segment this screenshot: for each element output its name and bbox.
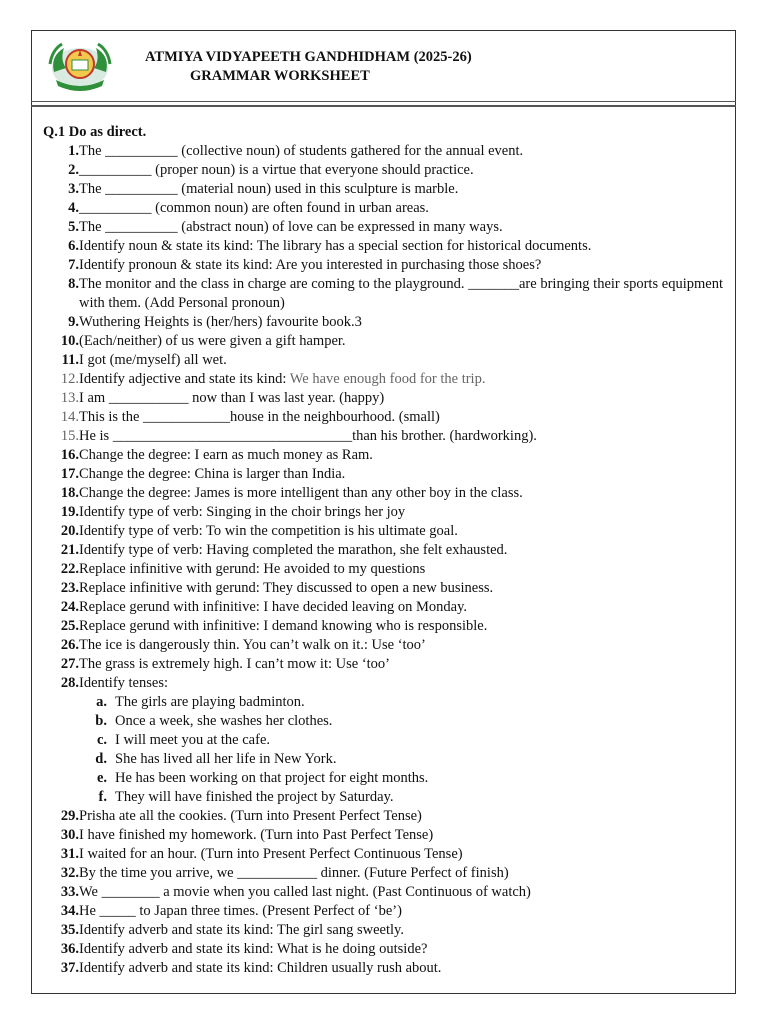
question-text-sentence: We have enough food for the trip.: [289, 371, 486, 387]
tense-subquestion-list: [43, 693, 723, 807]
question-text-main: Prisha ate all the cookies. (Turn into Present Perfect Tense): [79, 808, 422, 824]
question-number: 27.: [60, 656, 79, 672]
question-text-main: Replace infinitive with gerund: They discussed to open a new business.: [79, 580, 494, 596]
question-number: 13.: [60, 390, 79, 406]
worksheet-title: GRAMMAR WORKSHEET: [190, 68, 370, 84]
question-number: 2.: [68, 162, 79, 178]
question-item: [43, 161, 723, 180]
question-text-main: He has been working on that project for eight months.: [115, 770, 429, 786]
question-number: 15.: [60, 428, 79, 444]
question-text: [79, 313, 723, 332]
sub-question-item: [43, 788, 723, 807]
question-number: d.: [95, 751, 107, 767]
question-text-main: I will meet you at the cafe.: [115, 732, 271, 748]
question-text-main: The __________ (collective noun) of students gathered for the annual event.: [79, 143, 524, 159]
sub-question-item: [43, 712, 723, 731]
question-number: 11.: [61, 352, 79, 368]
question-text-main: The __________ (abstract noun) of love can be expressed in many ways.: [79, 219, 503, 235]
question-text-main: Replace gerund with infinitive: I have decided leaving on Monday.: [79, 599, 468, 615]
question-text: [79, 218, 723, 237]
worksheet-header: [145, 48, 472, 86]
question-list-continued: [43, 807, 723, 978]
question-text-main: The grass is extremely high. I can’t mow it: Use ‘too’: [79, 656, 391, 672]
header-divider-thick: [31, 105, 736, 107]
question-text: [79, 883, 723, 902]
question-text: [79, 959, 723, 978]
question-text: [79, 503, 723, 522]
question-item: [43, 370, 723, 389]
question-text-main: The ice is dangerously thin. You can’t walk on it.: Use ‘too’: [79, 637, 426, 653]
question-item: [43, 636, 723, 655]
question-number: 4.: [68, 200, 79, 216]
question-number: e.: [96, 770, 107, 786]
question-text-main: Replace infinitive with gerund: He avoided to my questions: [79, 561, 426, 577]
question-item: [43, 674, 723, 693]
question-number: 29.: [60, 808, 79, 824]
question-text: [107, 731, 723, 750]
question-number: 17.: [60, 466, 79, 482]
question-text: [79, 522, 723, 541]
question-text: [79, 674, 723, 693]
question-text-main: He is _________________________________than his brother. (hardworking).: [79, 428, 537, 444]
question-text-main: Identify noun & state its kind: The library has a special section for historical documents.: [79, 238, 592, 254]
question-item: [43, 199, 723, 218]
question-text: [79, 199, 723, 218]
question-item: [43, 180, 723, 199]
question-text: [79, 579, 723, 598]
question-heading: Q.1 Do as direct.: [43, 124, 147, 140]
question-item: [43, 807, 723, 826]
question-text: [79, 921, 723, 940]
question-text-main: Replace gerund with infinitive: I demand knowing who is responsible.: [79, 618, 488, 634]
question-text-main: Once a week, she washes her clothes.: [115, 713, 333, 729]
question-text-main: This is the ____________house in the neighbourhood. (small): [79, 409, 440, 425]
question-number: 3.: [68, 181, 79, 197]
header-divider: [31, 101, 736, 102]
question-text: [107, 693, 723, 712]
question-list: [43, 142, 723, 693]
question-number: c.: [96, 732, 107, 748]
question-text: [79, 826, 723, 845]
question-item: [43, 921, 723, 940]
question-text: [79, 161, 723, 180]
question-item: [43, 959, 723, 978]
question-text: [79, 408, 723, 427]
question-text-main: (Each/neither) of us were given a gift hamper.: [79, 333, 346, 349]
question-number: 26.: [60, 637, 79, 653]
question-item: [43, 560, 723, 579]
question-text-main: I am ___________ now than I was last year. (happy): [79, 390, 385, 406]
question-text-main: We ________ a movie when you called last night. (Past Continuous of watch): [79, 884, 531, 900]
question-item: [43, 446, 723, 465]
question-text: [79, 389, 723, 408]
question-item: [43, 465, 723, 484]
question-item: [43, 256, 723, 275]
question-number: 6.: [68, 238, 79, 254]
question-item: [43, 541, 723, 560]
question-item: [43, 940, 723, 959]
question-text: [79, 902, 723, 921]
question-text: [79, 655, 723, 674]
question-item: [43, 332, 723, 351]
question-number: 37.: [60, 960, 79, 976]
question-number: 30.: [60, 827, 79, 843]
question-text-main: I have finished my homework. (Turn into Past Perfect Tense): [79, 827, 434, 843]
question-text-main: The monitor and the class in charge are coming to the playground. _______are bringing their sports equipment with them. (Add Personal pronoun): [79, 276, 723, 311]
question-number: 21.: [60, 542, 79, 558]
question-text-main: Identify adjective and state its kind:: [79, 371, 290, 387]
question-number: 18.: [60, 485, 79, 501]
question-number: 34.: [60, 903, 79, 919]
question-item: [43, 484, 723, 503]
question-text-main: Identify adverb and state its kind: Children usually rush about.: [79, 960, 442, 976]
sub-question-item: [43, 693, 723, 712]
question-item: [43, 883, 723, 902]
question-item: [43, 408, 723, 427]
question-item: [43, 503, 723, 522]
question-text: [79, 598, 723, 617]
question-text: [79, 275, 723, 313]
question-item: [43, 237, 723, 256]
question-number: 25.: [60, 618, 79, 634]
question-text: [107, 750, 723, 769]
question-text: [79, 560, 723, 579]
question-number: 36.: [60, 941, 79, 957]
question-text-main: By the time you arrive, we ___________ dinner. (Future Perfect of finish): [79, 865, 509, 881]
question-number: f.: [98, 789, 107, 805]
question-number: 1.: [68, 143, 79, 159]
school-emblem-icon: [42, 38, 118, 98]
question-text-main: Change the degree: China is larger than India.: [79, 466, 346, 482]
question-text-main: Change the degree: James is more intelligent than any other boy in the class.: [79, 485, 523, 501]
question-item: [43, 351, 723, 370]
question-number: 32.: [60, 865, 79, 881]
question-number: 9.: [68, 314, 79, 330]
question-number: 35.: [60, 922, 79, 938]
school-name: ATMIYA VIDYAPEETH GANDHIDHAM (2025-26): [145, 49, 472, 65]
question-text: [79, 446, 723, 465]
question-text: [79, 142, 723, 161]
question-text: [79, 180, 723, 199]
question-number: 20.: [60, 523, 79, 539]
sub-question-item: [43, 750, 723, 769]
question-item: [43, 142, 723, 161]
question-number: 8.: [68, 276, 79, 292]
question-number: 23.: [60, 580, 79, 596]
question-number: 28.: [60, 675, 79, 691]
sub-question-item: [43, 769, 723, 788]
question-item: [43, 655, 723, 674]
question-text-main: Identify pronoun & state its kind: Are you interested in purchasing those shoes?: [79, 257, 542, 273]
question-text: [79, 465, 723, 484]
question-number: 31.: [60, 846, 79, 862]
question-item: [43, 313, 723, 332]
question-text-main: Identify adverb and state its kind: The girl sang sweetly.: [79, 922, 404, 938]
question-text-main: The girls are playing badminton.: [115, 694, 305, 710]
question-text-main: Change the degree: I earn as much money as Ram.: [79, 447, 373, 463]
question-text: [79, 484, 723, 503]
question-number: 10.: [60, 333, 79, 349]
question-number: b.: [95, 713, 107, 729]
question-text: [79, 237, 723, 256]
question-number: 33.: [60, 884, 79, 900]
question-number: 22.: [60, 561, 79, 577]
question-text-main: He _____ to Japan three times. (Present Perfect of ‘be’): [79, 903, 402, 919]
question-text: [107, 769, 723, 788]
school-logo: [42, 38, 118, 98]
question-number: 7.: [68, 257, 79, 273]
question-item: [43, 522, 723, 541]
question-text-main: Identify tenses:: [79, 675, 168, 691]
question-text: [107, 788, 723, 807]
question-item: [43, 902, 723, 921]
question-text-main: Identify type of verb: Singing in the choir brings her joy: [79, 504, 406, 520]
question-item: [43, 275, 723, 313]
question-text-main: __________ (common noun) are often found in urban areas.: [79, 200, 429, 216]
question-item: [43, 826, 723, 845]
question-text-main: Identify type of verb: Having completed the marathon, she felt exhausted.: [79, 542, 508, 558]
question-text-main: I got (me/myself) all wet.: [79, 352, 227, 368]
question-text-main: The __________ (material noun) used in this sculpture is marble.: [79, 181, 459, 197]
question-item: [43, 427, 723, 446]
question-text: [79, 370, 723, 389]
question-number: 14.: [60, 409, 79, 425]
question-text: [79, 864, 723, 883]
question-item: [43, 598, 723, 617]
question-text-main: They will have finished the project by Saturday.: [115, 789, 394, 805]
question-item: [43, 617, 723, 636]
question-text-main: Identify adverb and state its kind: What is he doing outside?: [79, 941, 428, 957]
question-item: [43, 218, 723, 237]
question-text: [79, 351, 723, 370]
question-number: 16.: [60, 447, 79, 463]
question-text: [79, 940, 723, 959]
question-text: [79, 332, 723, 351]
question-text-main: __________ (proper noun) is a virtue that everyone should practice.: [79, 162, 474, 178]
sub-question-item: [43, 731, 723, 750]
question-item: [43, 579, 723, 598]
worksheet-body: [43, 123, 723, 978]
question-text: [79, 617, 723, 636]
question-text: [79, 256, 723, 275]
question-text-main: She has lived all her life in New York.: [115, 751, 337, 767]
question-text: [79, 845, 723, 864]
question-number: 12.: [60, 371, 79, 387]
question-text: [79, 636, 723, 655]
question-number: 19.: [60, 504, 79, 520]
question-text: [107, 712, 723, 731]
question-number: 24.: [60, 599, 79, 615]
question-item: [43, 845, 723, 864]
question-number: a.: [96, 694, 107, 710]
question-text-main: I waited for an hour. (Turn into Present Perfect Continuous Tense): [79, 846, 463, 862]
question-text: [79, 427, 723, 446]
question-text-main: Identify type of verb: To win the competition is his ultimate goal.: [79, 523, 458, 539]
question-text-main: Wuthering Heights is (her/hers) favourite book.3: [79, 314, 362, 330]
question-item: [43, 864, 723, 883]
question-text: [79, 541, 723, 560]
question-item: [43, 389, 723, 408]
question-number: 5.: [68, 219, 79, 235]
question-text: [79, 807, 723, 826]
